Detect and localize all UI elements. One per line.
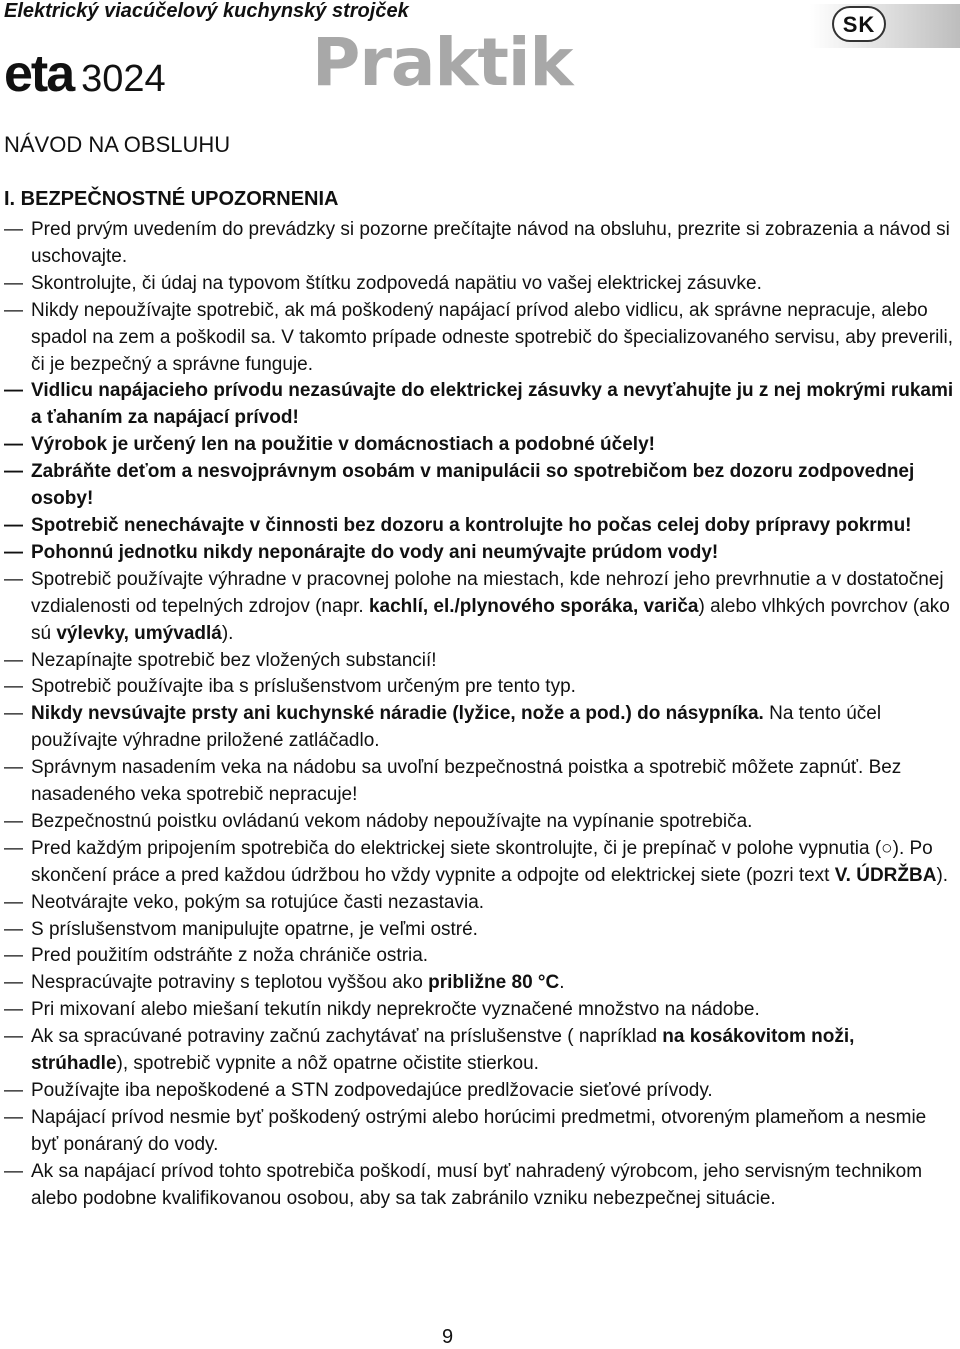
list-item-text: Výrobok je určený len na použitie v domácnostiach a podobné účely! <box>31 434 655 456</box>
list-item-text: ) alebo vlhkých povrchov (ako sú <box>31 595 950 644</box>
list-item-text: Bezpečnostnú poistku ovládanú vekom nádoby nepoužívajte na vypínanie spotrebiča. <box>31 810 753 832</box>
product-name: Praktik <box>312 24 573 101</box>
list-item <box>4 701 954 755</box>
list-dash: — <box>4 999 23 1021</box>
list-item <box>4 378 954 432</box>
list-item <box>4 513 954 540</box>
language-badge: SK <box>832 6 886 42</box>
list-dash: — <box>4 1080 23 1101</box>
list-item-text: V. ÚDRŽBA <box>834 864 937 886</box>
safety-warnings-list <box>4 217 954 1213</box>
list-item <box>4 567 954 648</box>
document-title: NÁVOD NA OBSLUHU <box>4 132 231 157</box>
list-dash: — <box>4 972 23 994</box>
list-item-text: Spotrebič používajte iba s príslušenstvom určeným pre tento typ. <box>31 676 576 698</box>
list-dash: — <box>4 434 23 456</box>
list-dash: — <box>4 380 23 402</box>
list-dash: — <box>4 945 23 967</box>
list-dash: — <box>4 837 23 859</box>
section-heading: I. BEZPEČNOSTNÉ UPOZORNENIA <box>4 188 339 210</box>
list-item-text: Nikdy nepoužívajte spotrebič, ak má poškodený napájací prívod alebo vidlicu, ak správne nepracuje, alebo spadol na zem a poškodil sa. V takomto prípade odneste spotrebič do špecializovaného servisu, aby preverili, či je bezpečný a správne funguje. <box>31 299 954 375</box>
list-item <box>4 1105 954 1159</box>
brand-logo: eta <box>4 45 74 103</box>
list-item-text: ). <box>936 864 949 886</box>
list-item-text: na kosákovitom noži, strúhadle <box>31 1026 855 1075</box>
list-item <box>4 917 954 944</box>
list-item-text: Pohonnú jednotku nikdy neponárajte do vody ani neumývajte prúdom vody! <box>31 541 719 563</box>
list-dash: — <box>4 1026 23 1048</box>
list-dash: — <box>4 272 23 294</box>
list-item-text: Neotvárajte veko, pokým sa rotujúce časti nezastavia. <box>31 891 485 913</box>
list-dash: — <box>4 810 23 832</box>
list-item-text: Správnym nasadením veka na nádobu sa uvoľní bezpečnostná poistka a spotrebič môžete zapnúť. Bez nasadeného veka spotrebič nepracuje! <box>31 757 902 806</box>
list-item-text: Pred použitím odstráňte z noža chrániče ostria. <box>31 945 429 967</box>
list-item <box>4 540 954 567</box>
list-item-text: Ak sa spracúvané potraviny začnú zachytávať na príslušenstve ( napríklad <box>31 1026 663 1048</box>
list-item <box>4 1078 954 1105</box>
list-item-text: Nespracúvajte potraviny s teplotou vyššou ako <box>31 972 429 994</box>
list-dash: — <box>4 918 23 940</box>
model-number: 3024 <box>81 58 166 100</box>
list-dash: — <box>4 649 23 671</box>
list-dash: — <box>4 568 23 590</box>
list-item-text: výlevky, umývadlá <box>56 622 222 644</box>
list-item <box>4 970 954 997</box>
list-item-text: ). <box>221 622 234 644</box>
list-item-text: . <box>559 972 565 994</box>
list-dash: — <box>4 703 23 725</box>
list-dash: — <box>4 461 23 483</box>
list-item-text: Pri mixovaní alebo miešaní tekutín nikdy neprekročte vyznačené množstvo na nádobe. <box>31 999 760 1021</box>
list-item-text: Používajte iba nepoškodené a STN zodpovedajúce predlžovacie sieťové prívody. <box>31 1080 713 1101</box>
list-item <box>4 674 954 701</box>
list-dash: — <box>4 1106 23 1128</box>
list-dash: — <box>4 514 23 536</box>
list-item-text: Skontrolujte, či údaj na typovom štítku zodpovedá napätiu vo vašej elektrickej zásuvke. <box>31 272 762 294</box>
list-dash: — <box>4 541 23 563</box>
list-item-text: Vidlicu napájacieho prívodu nezasúvajte do elektrickej zásuvky a nevyťahujte ju z nej mokrými rukami a ťahaním za napájací prívod! <box>31 380 954 429</box>
list-dash: — <box>4 891 23 913</box>
list-dash: — <box>4 219 23 240</box>
list-item <box>4 836 954 890</box>
list-item <box>4 648 954 675</box>
list-item <box>4 997 954 1024</box>
list-item <box>4 459 954 513</box>
list-item-text: Spotrebič nenechávajte v činnosti bez dozoru a kontrolujte ho počas celej doby prípravy pokrmu! <box>31 514 912 536</box>
list-item <box>4 1159 954 1213</box>
list-item-text: Pred prvým uvedením do prevádzky si pozorne prečítajte návod na obsluhu, prezrite si zobrazenia a návod si uschovajte. <box>31 219 950 267</box>
list-item <box>4 943 954 970</box>
list-item <box>4 890 954 917</box>
list-dash: — <box>4 299 23 321</box>
list-item <box>4 755 954 809</box>
list-dash: — <box>4 757 23 779</box>
list-item-text: Spotrebič používajte výhradne v pracovnej polohe na miestach, kde nehrozí jeho prevrhnutie a v dostatočnej vzdialenosti od tepelných zdrojov (napr. <box>31 568 944 617</box>
list-item-text: ), spotrebič vypnite a nôž opatrne očistite stierkou. <box>116 1053 539 1075</box>
list-item-text: približne 80 °C <box>428 972 560 994</box>
list-item <box>4 217 954 271</box>
list-item <box>4 271 954 298</box>
document-subtitle: Elektrický viacúčelový kuchynský strojček <box>4 0 409 22</box>
list-item-text: Zabráňte deťom a nesvojprávnym osobám v manipulácii so spotrebičom bez dozoru zodpovednej osoby! <box>31 461 915 510</box>
list-item <box>4 1024 954 1078</box>
list-dash: — <box>4 1160 23 1182</box>
list-dash: — <box>4 676 23 698</box>
list-item <box>4 298 954 379</box>
list-item-text: Pred každým pripojením spotrebiča do elektrickej siete skontrolujte, či je prepínač v polohe vypnutia (○). Po skončení práce a pred každou údržbou ho vždy vypnite a odpojte od elektrickej siete (pozri text <box>31 837 933 886</box>
list-item-text: S príslušenstvom manipulujte opatrne, je veľmi ostré. <box>31 918 478 940</box>
list-item-text: Nikdy nevsúvajte prsty ani kuchynské náradie (lyžice, nože a pod.) do násypníka. <box>31 703 764 725</box>
list-item <box>4 809 954 836</box>
list-item-text: kachlí, el./plynového sporáka, variča <box>368 595 699 617</box>
brand-block <box>4 44 166 104</box>
list-item-text: Nezapínajte spotrebič bez vložených substancií! <box>31 649 437 671</box>
list-item-text: Ak sa napájací prívod tohto spotrebiča poškodí, musí byť nahradený výrobcom, jeho servisným technikom alebo podobne kvalifikovanou osobou, aby sa tak zabránilo vzniku nebezpečnej situácie. <box>31 1160 923 1209</box>
list-item-text: Napájací prívod nesmie byť poškodený ostrými alebo horúcimi predmetmi, otvoreným plameňom a nesmie byť ponáraný do vody. <box>31 1106 927 1155</box>
list-item <box>4 432 954 459</box>
page-number: 9 <box>441 1326 454 1348</box>
list-item-text: Na tento účel používajte výhradne priložené zatláčadlo. <box>31 703 882 752</box>
